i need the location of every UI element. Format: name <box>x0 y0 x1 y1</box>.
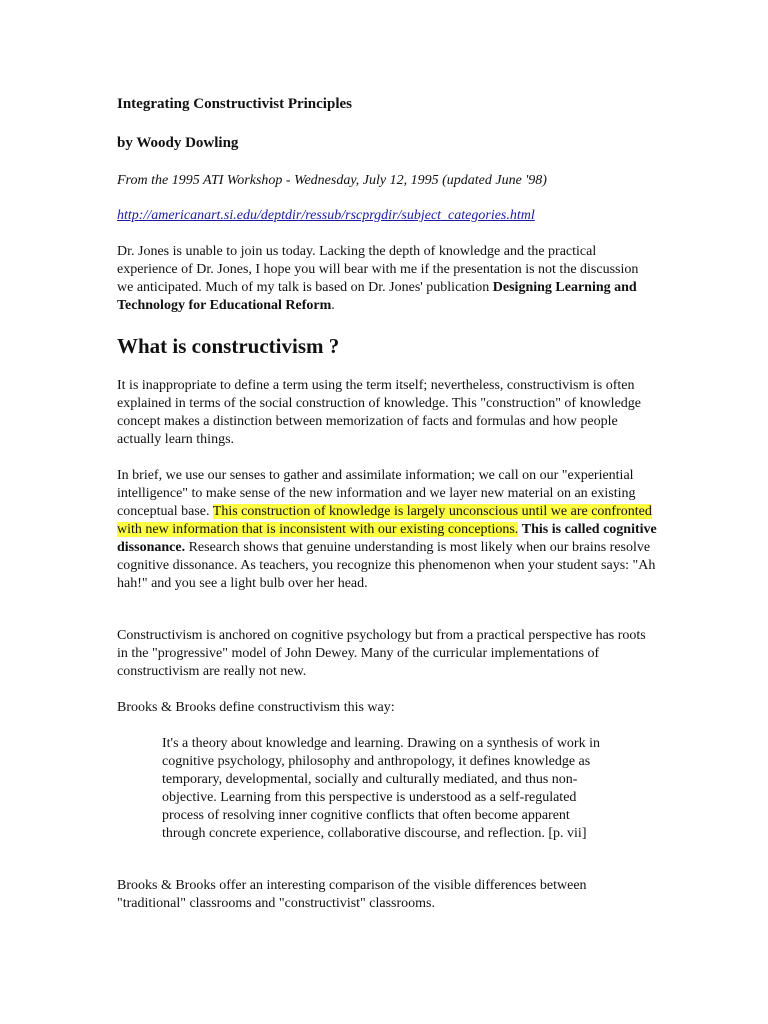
workshop-subtitle: From the 1995 ATI Workshop - Wednesday, July 12, 1995 (updated June '98) <box>117 173 547 188</box>
paragraph-dewey: Constructivism is anchored on cognitive psychology but from a practical perspective has roots in the "progressive" model of John Dewey. Many of the curricular implementations of constructivism are really not new. <box>117 628 646 679</box>
paragraph-comparison: Brooks & Brooks offer an interesting comparison of the visible differences between "traditional" classrooms and "constructivist" classrooms. <box>117 878 587 911</box>
block-quote: It's a theory about knowledge and learning. Drawing on a synthesis of work in cognitive psychology, philosophy and anthropology, it defines knowledge as temporary, developmental, socially and culturally mediated, and thus non-objective. Learning from this perspective is understood as a self-regulated process of resolving inner cognitive conflicts that often become apparent through concrete experience, collaborative discourse, and reflection. [p. vii] <box>162 736 600 841</box>
paragraph-definition: It is inappropriate to define a term using the term itself; nevertheless, constructivism is often explained in terms of the social construction of knowledge. This "construction" of knowledge concept makes a distinction between memorization of facts and formulas and how people actually learn things. <box>117 378 641 447</box>
intro-paragraph <box>117 243 657 315</box>
section-heading: What is constructivism ? <box>117 334 340 358</box>
highlighted-text: This construction of knowledge is largely unconscious until we are confronted with new information that is inconsistent with our existing conceptions. <box>117 504 652 537</box>
author-byline: by Woody Dowling <box>117 135 239 151</box>
document-title: Integrating Constructivist Principles <box>117 96 352 112</box>
para2-lead: In brief, we use our senses to gather and assimilate information; we call on our "experiential intelligence" to make sense of the new information and we layer new material on an existing conceptual base. <box>117 468 636 519</box>
paragraph-cognitive-dissonance <box>117 467 657 593</box>
bold-statement: This is called cognitive dissonance. <box>117 522 657 555</box>
intro-tail: . <box>331 298 335 313</box>
publication-title: Designing Learning and Technology for Educational Reform <box>117 280 637 313</box>
para2-tail: Research shows that genuine understanding is most likely when our brains resolve cognitive dissonance. As teachers, you recognize this phenomenon when your student says: "Ah hah!" and you see a light bulb over her head. <box>117 540 656 591</box>
source-link[interactable]: http://americanart.si.edu/deptdir/ressub/rscprgdir/subject_categories.html <box>117 208 535 223</box>
paragraph-brooks-intro: Brooks & Brooks define constructivism this way: <box>117 700 395 715</box>
intro-text: Dr. Jones is unable to join us today. Lacking the depth of knowledge and the practical experience of Dr. Jones, I hope you will bear with me if the presentation is not the discussion we anticipated. Much of my talk is based on Dr. Jones' publication <box>117 244 639 295</box>
